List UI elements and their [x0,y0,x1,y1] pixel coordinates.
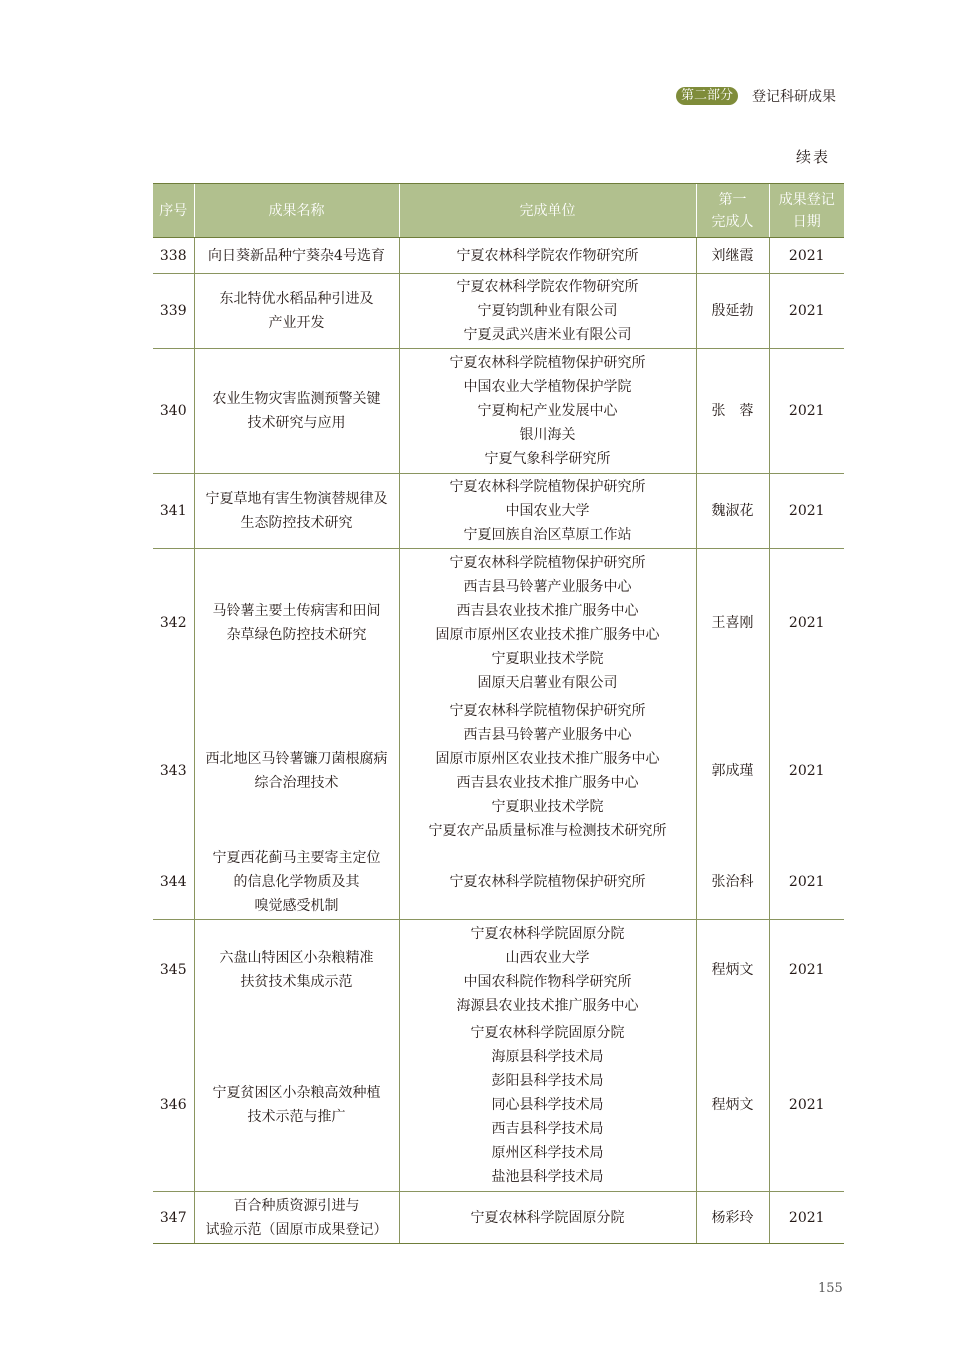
completion-units-line: 宁夏职业技术学院 [491,650,604,667]
page-header [676,86,836,106]
registration-date: 2021 [769,845,844,920]
first-author: 郭成瑾 [696,697,769,845]
completion-units [399,1020,696,1192]
completion-units-line: 中国农业大学植物保护学院 [463,379,632,395]
achievement-name [194,697,399,845]
completion-units-line: 西吉县马铃薯产业服务中心 [463,578,632,595]
section-title: 登记科研成果 [752,89,837,105]
completion-units [399,474,696,549]
table-row [153,274,844,349]
row-number: 347 [153,1192,194,1244]
registration-date: 2021 [769,1020,844,1192]
table-row [153,549,844,697]
completion-units-line: 宁夏职业技术学院 [491,798,604,815]
completion-units-line: 宁夏农林科学院植物保护研究所 [449,702,646,719]
completion-units-line: 西吉县农业技术推广服务中心 [456,774,639,791]
first-author: 程炳文 [696,1020,769,1192]
achievement-name-line: 技术研究与应用 [247,415,346,431]
achievement-name [194,274,399,349]
first-author: 王喜刚 [696,549,769,697]
first-author: 张 蓉 [696,349,769,474]
achievement-name-line: 东北特优水稻品种引进及 [219,291,374,307]
first-author: 殷延勃 [696,274,769,349]
completion-units-line: 宁夏农林科学院固原分院 [470,1025,625,1042]
achievement-name [194,920,399,1020]
page-number: 155 [818,1281,843,1296]
achievement-name-line: 技术示范与推广 [247,1109,346,1126]
continued-label: 续表 [796,148,831,166]
row-number: 342 [159,614,187,631]
achievement-name [194,549,399,697]
registration-date: 2021 [769,549,844,697]
row-number: 341 [153,474,194,549]
table-row [153,1192,844,1244]
header-text: 日期 [792,213,821,230]
row-number: 339 [153,274,194,349]
completion-units [399,238,696,274]
achievement-name-line: 六盘山特困区小杂粮精准 [219,949,374,966]
table-body [153,238,844,1244]
row-number: 345 [159,961,187,978]
achievement-name-line: 西北地区马铃薯镰刀菌根腐病 [205,750,388,767]
registration-date: 2021 [769,349,844,474]
registration-date: 2021 [769,238,844,274]
row-number: 344 [153,845,194,920]
completion-units-line: 盐池县科学技术局 [491,1169,604,1186]
row-number: 346 [153,1020,194,1192]
header-text: 成果登记 [778,191,835,208]
first-author: 杨彩玲 [696,1192,769,1244]
completion-units-line: 固原天启薯业有限公司 [477,674,618,691]
table-header-row [153,184,844,238]
first-author: 魏淑花 [696,474,769,549]
achievement-name [194,845,399,920]
completion-units-line: 原州区科学技术局 [491,1145,604,1162]
header-text: 序号 [159,202,188,219]
completion-units-line: 宁夏农林科学院农作物研究所 [456,247,639,264]
completion-units-line: 宁夏农林科学院固原分院 [470,1209,625,1226]
achievement-name [194,1192,399,1244]
table-row [153,474,844,549]
row-number: 343 [159,762,187,779]
completion-units-line: 海源县农业技术推广服务中心 [456,997,639,1014]
col-units-header [399,184,696,238]
achievement-name [194,238,399,274]
achievement-name-line: 向日葵新品种宁葵杂4号选育 [208,247,385,264]
completion-units-line: 宁夏气象科学研究所 [484,451,611,467]
achievement-name-line: 嗅觉感受机制 [254,897,339,914]
completion-units-line: 宁夏农林科学院植物保护研究所 [449,355,646,371]
completion-units-line: 中国农业大学 [505,503,590,519]
completion-units-line: 银川海关 [519,427,576,443]
achievement-name-line: 综合治理技术 [254,774,339,791]
completion-units-line: 固原市原州区农业技术推广服务中心 [435,626,660,643]
first-author: 刘继霞 [696,238,769,274]
achievement-name-line: 农业生物灾害监测预警关键 [212,391,381,407]
achievement-name-line: 宁夏草地有害生物演替规律及 [205,491,388,507]
achievement-name-line: 试验示范（固原市成果登记） [205,1221,388,1238]
completion-units-line: 宁夏农林科学院植物保护研究所 [449,479,646,495]
completion-units-line: 宁夏农产品质量标准与检测技术研究所 [428,822,667,839]
completion-units-line: 西吉县马铃薯产业服务中心 [463,726,632,743]
completion-units [399,920,696,1020]
first-author: 张治科 [696,845,769,920]
header-text: 第一 [718,191,747,208]
achievement-name [194,1020,399,1192]
col-no-header [153,184,194,238]
completion-units-line: 宁夏回族自治区草原工作站 [463,527,632,543]
achievement-name-line: 生态防控技术研究 [240,515,353,531]
completion-units-line: 彭阳县科学技术局 [491,1073,604,1090]
registration-date: 2021 [769,697,844,845]
completion-units [399,274,696,349]
completion-units-line: 西吉县科学技术局 [491,1121,604,1138]
completion-units [399,1192,696,1244]
achievement-name-line: 马铃薯主要土传病害和田间 [212,602,381,619]
completion-units-line: 宁夏农林科学院农作物研究所 [456,279,639,295]
completion-units-line: 宁夏钧凯种业有限公司 [477,303,618,319]
first-author: 程炳文 [696,920,769,1020]
achievement-name-line: 宁夏贫困区小杂粮高效种植 [212,1085,381,1102]
col-date-header [769,184,844,238]
completion-units-line: 固原市原州区农业技术推广服务中心 [435,750,660,767]
achievement-name-line: 扶贫技术集成示范 [240,973,353,990]
records-table [153,183,844,1244]
table-row [153,920,844,1020]
col-name-header [194,184,399,238]
achievement-name-line: 宁夏西花蓟马主要寄主定位 [212,849,381,866]
achievement-name-line: 的信息化学物质及其 [233,873,360,890]
header-text: 完成人 [711,213,754,230]
achievement-name-line: 百合种质资源引进与 [233,1197,360,1214]
completion-units [399,697,696,845]
achievement-name [194,349,399,474]
completion-units [399,349,696,474]
achievement-name-line: 产业开发 [268,315,325,331]
completion-units-line: 宁夏农林科学院固原分院 [470,925,625,942]
achievement-name-line: 杂草绿色防控技术研究 [226,626,367,643]
registration-date: 2021 [769,920,844,1020]
header-text: 完成单位 [519,202,576,219]
part-badge: 第二部分 [676,87,738,105]
completion-units-line: 山西农业大学 [505,949,590,966]
completion-units [399,549,696,697]
completion-units-line: 中国农科院作物科学研究所 [463,973,632,990]
row-number: 340 [153,349,194,474]
table-row [153,238,844,274]
completion-units [399,845,696,920]
table-row [153,845,844,920]
table-row [153,697,844,845]
registration-date: 2021 [769,474,844,549]
completion-units-line: 宁夏灵武兴唐米业有限公司 [463,327,632,343]
table-row [153,349,844,474]
completion-units-line: 宁夏农林科学院植物保护研究所 [449,554,646,571]
completion-units-line: 宁夏枸杞产业发展中心 [477,403,618,419]
col-person-header [696,184,769,238]
registration-date: 2021 [769,274,844,349]
completion-units-line: 西吉县农业技术推广服务中心 [456,602,639,619]
row-number: 338 [153,238,194,274]
completion-units-line: 宁夏农林科学院植物保护研究所 [449,873,646,890]
achievement-name [194,474,399,549]
registration-date: 2021 [769,1192,844,1244]
completion-units-line: 同心县科学技术局 [491,1097,604,1114]
header-text: 成果名称 [268,202,325,219]
completion-units-line: 海原县科学技术局 [491,1049,604,1066]
table-row [153,1020,844,1192]
